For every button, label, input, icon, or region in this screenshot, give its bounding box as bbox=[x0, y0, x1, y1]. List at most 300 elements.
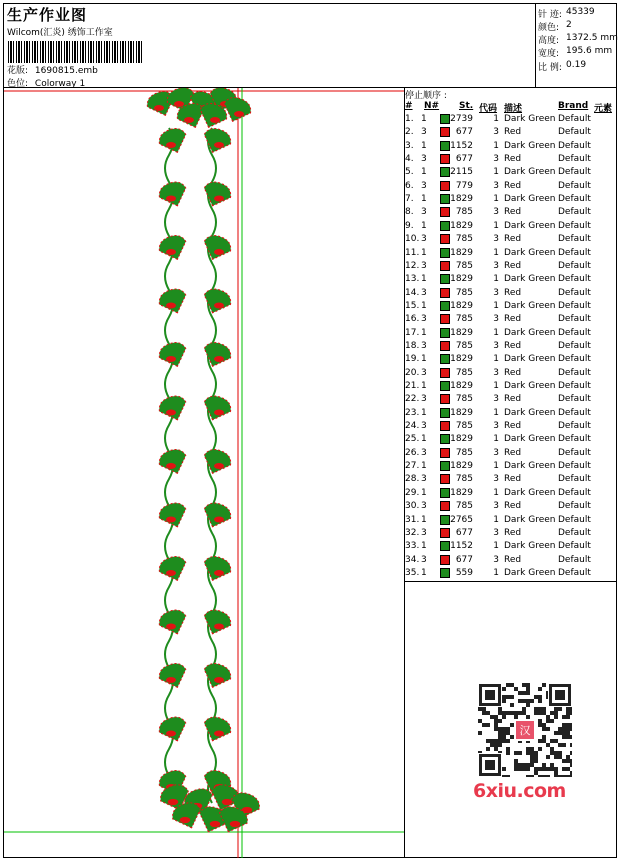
row-needle: 1 bbox=[421, 541, 427, 552]
row-index: 18. bbox=[405, 340, 420, 351]
table-row bbox=[405, 328, 617, 341]
flower-motif bbox=[210, 821, 221, 827]
row-stitches: 1829 bbox=[450, 354, 473, 365]
flower-motif bbox=[166, 249, 176, 255]
row-needle: 1 bbox=[421, 247, 427, 258]
row-needle: 1 bbox=[421, 114, 427, 124]
row-stitches: 1829 bbox=[450, 487, 473, 498]
row-needle: 1 bbox=[421, 434, 427, 445]
row-index: 13. bbox=[405, 274, 420, 285]
row-needle: 1 bbox=[421, 407, 427, 418]
color-swatch bbox=[440, 234, 450, 244]
row-code: 3 bbox=[493, 340, 499, 351]
table-row bbox=[405, 568, 617, 581]
flower-motif bbox=[222, 799, 233, 805]
flower-motif bbox=[214, 677, 224, 683]
row-index: 30. bbox=[405, 501, 420, 512]
row-stitches: 1829 bbox=[450, 220, 473, 231]
table-row bbox=[405, 448, 617, 461]
row-description: Red bbox=[504, 127, 522, 138]
flower-motif bbox=[214, 142, 224, 148]
table-row bbox=[405, 354, 617, 367]
color-swatch bbox=[440, 381, 450, 391]
row-stitches: 785 bbox=[455, 394, 473, 405]
table-row bbox=[405, 368, 617, 381]
embroidery-design bbox=[4, 88, 405, 858]
flower-motif bbox=[166, 517, 176, 523]
flower-motif bbox=[166, 303, 176, 309]
color-swatch bbox=[440, 474, 450, 484]
table-row bbox=[405, 555, 617, 568]
row-description: Dark Green bbox=[504, 541, 556, 552]
row-code: 3 bbox=[493, 180, 499, 191]
stat-height: 高度: 1372.5 mm bbox=[538, 33, 618, 46]
flower-motif bbox=[166, 570, 176, 576]
row-code: 3 bbox=[493, 447, 499, 458]
row-code: 1 bbox=[493, 220, 499, 231]
row-stitches: 559 bbox=[455, 567, 473, 578]
leaf-motif bbox=[199, 714, 234, 746]
row-brand: Default bbox=[558, 247, 591, 258]
color-swatch bbox=[440, 394, 450, 404]
row-stitches: 785 bbox=[455, 287, 473, 298]
row-code: 1 bbox=[493, 434, 499, 445]
header-panel bbox=[4, 4, 536, 88]
row-brand: Default bbox=[558, 140, 591, 151]
row-code: 3 bbox=[493, 367, 499, 378]
qr-code-icon bbox=[478, 683, 572, 777]
flower-motif bbox=[210, 117, 220, 123]
stat-stitches: 针 迹: 45339 bbox=[538, 7, 595, 20]
row-stitches: 785 bbox=[455, 421, 473, 432]
row-description: Red bbox=[504, 314, 522, 325]
flower-motif bbox=[214, 249, 224, 255]
table-row bbox=[405, 474, 617, 487]
row-brand: Default bbox=[558, 434, 591, 445]
row-code: 1 bbox=[493, 300, 499, 311]
row-brand: Default bbox=[558, 554, 591, 565]
color-swatch bbox=[440, 167, 450, 177]
color-swatch bbox=[440, 141, 450, 151]
watermark-text: 6xiu.com bbox=[473, 780, 566, 802]
color-swatch bbox=[440, 488, 450, 498]
row-index: 23. bbox=[405, 407, 420, 418]
row-code: 3 bbox=[493, 474, 499, 485]
table-row bbox=[405, 141, 617, 154]
leaf-motif bbox=[156, 232, 191, 264]
color-swatch bbox=[440, 501, 450, 511]
row-needle: 1 bbox=[421, 354, 427, 365]
row-description: Dark Green bbox=[504, 354, 556, 365]
row-brand: Default bbox=[558, 567, 591, 578]
row-brand: Default bbox=[558, 447, 591, 458]
leaf-motif bbox=[156, 660, 191, 692]
table-row bbox=[405, 501, 617, 514]
row-code: 3 bbox=[493, 127, 499, 138]
row-description: Red bbox=[504, 234, 522, 245]
row-needle: 3 bbox=[421, 154, 427, 165]
row-needle: 1 bbox=[421, 140, 427, 151]
leaf-motif bbox=[199, 500, 234, 532]
col-brand: Brand bbox=[558, 101, 589, 111]
leaf-motif bbox=[156, 393, 191, 425]
table-row bbox=[405, 181, 617, 194]
row-brand: Default bbox=[558, 407, 591, 418]
flower-motif bbox=[166, 624, 176, 630]
row-index: 27. bbox=[405, 461, 420, 472]
row-index: 22. bbox=[405, 394, 420, 405]
row-description: Dark Green bbox=[504, 274, 556, 285]
flower-motif bbox=[166, 410, 176, 416]
color-swatch bbox=[440, 555, 450, 565]
row-description: Dark Green bbox=[504, 247, 556, 258]
row-stitches: 785 bbox=[455, 234, 473, 245]
row-index: 17. bbox=[405, 327, 420, 338]
row-brand: Default bbox=[558, 154, 591, 165]
color-swatch bbox=[440, 354, 450, 364]
table-row bbox=[405, 114, 617, 127]
flower-motif bbox=[214, 624, 224, 630]
row-brand: Default bbox=[558, 314, 591, 325]
row-description: Dark Green bbox=[504, 140, 556, 151]
row-code: 1 bbox=[493, 514, 499, 525]
leaf-motif bbox=[199, 232, 234, 264]
table-row bbox=[405, 394, 617, 407]
stat-scale: 比 例: 0.19 bbox=[538, 60, 587, 73]
row-stitches: 1829 bbox=[450, 434, 473, 445]
row-index: 1. bbox=[405, 114, 414, 124]
row-needle: 3 bbox=[421, 260, 427, 271]
row-description: Dark Green bbox=[504, 514, 556, 525]
leaf-motif bbox=[199, 446, 234, 478]
table-row bbox=[405, 461, 617, 474]
barcode bbox=[8, 41, 144, 63]
row-index: 12. bbox=[405, 260, 420, 271]
row-code: 1 bbox=[493, 567, 499, 578]
stop-sequence-table bbox=[405, 88, 617, 582]
row-index: 19. bbox=[405, 354, 420, 365]
row-index: 11. bbox=[405, 247, 420, 258]
col-stitches: St. bbox=[459, 101, 474, 111]
row-code: 3 bbox=[493, 154, 499, 165]
row-brand: Default bbox=[558, 220, 591, 231]
flower-motif bbox=[166, 731, 176, 737]
row-needle: 3 bbox=[421, 421, 427, 432]
row-description: Dark Green bbox=[504, 567, 556, 578]
leaf-motif bbox=[199, 179, 234, 211]
row-needle: 1 bbox=[421, 167, 427, 178]
row-brand: Default bbox=[558, 180, 591, 191]
leaf-motif bbox=[156, 500, 191, 532]
row-description: Dark Green bbox=[504, 434, 556, 445]
row-code: 1 bbox=[493, 407, 499, 418]
row-index: 25. bbox=[405, 434, 420, 445]
row-needle: 3 bbox=[421, 180, 427, 191]
design-file-line: 花版: 1690815.emb bbox=[7, 66, 98, 76]
color-swatch bbox=[440, 261, 450, 271]
row-brand: Default bbox=[558, 461, 591, 472]
row-stitches: 1829 bbox=[450, 461, 473, 472]
row-stitches: 2739 bbox=[450, 114, 473, 124]
row-brand: Default bbox=[558, 381, 591, 391]
row-stitches: 2765 bbox=[450, 514, 473, 525]
row-description: Dark Green bbox=[504, 327, 556, 338]
table-row bbox=[405, 488, 617, 501]
row-index: 32. bbox=[405, 527, 420, 538]
row-stitches: 1829 bbox=[450, 274, 473, 285]
row-code: 1 bbox=[493, 327, 499, 338]
row-code: 1 bbox=[493, 541, 499, 552]
table-row bbox=[405, 234, 617, 247]
row-needle: 3 bbox=[421, 207, 427, 218]
table-row bbox=[405, 288, 617, 301]
row-brand: Default bbox=[558, 167, 591, 178]
color-swatch bbox=[440, 194, 450, 204]
row-description: Red bbox=[504, 447, 522, 458]
color-swatch bbox=[440, 541, 450, 551]
table-row bbox=[405, 154, 617, 167]
row-index: 26. bbox=[405, 447, 420, 458]
row-index: 2. bbox=[405, 127, 414, 138]
row-needle: 3 bbox=[421, 501, 427, 512]
row-brand: Default bbox=[558, 474, 591, 485]
row-brand: Default bbox=[558, 487, 591, 498]
row-brand: Default bbox=[558, 421, 591, 432]
row-index: 34. bbox=[405, 554, 420, 565]
page-title: 生产作业图 bbox=[7, 6, 88, 24]
flower-motif bbox=[214, 570, 224, 576]
row-index: 7. bbox=[405, 194, 414, 205]
row-index: 6. bbox=[405, 180, 414, 191]
row-description: Red bbox=[504, 180, 522, 191]
flower-motif bbox=[230, 821, 241, 827]
row-description: Dark Green bbox=[504, 167, 556, 178]
row-code: 1 bbox=[493, 487, 499, 498]
row-description: Red bbox=[504, 501, 522, 512]
row-needle: 3 bbox=[421, 527, 427, 538]
table-row bbox=[405, 194, 617, 207]
leaf-motif bbox=[156, 179, 191, 211]
row-brand: Default bbox=[558, 527, 591, 538]
colorway-name: Colorway 1 bbox=[34, 79, 86, 89]
row-description: Red bbox=[504, 394, 522, 405]
row-index: 35. bbox=[405, 567, 420, 578]
row-description: Red bbox=[504, 260, 522, 271]
svg-text:汉: 汉 bbox=[519, 724, 531, 737]
row-description: Red bbox=[504, 207, 522, 218]
row-brand: Default bbox=[558, 194, 591, 205]
flower-motif bbox=[214, 517, 224, 523]
color-swatch bbox=[440, 181, 450, 191]
leaf-motif bbox=[156, 286, 191, 318]
row-code: 1 bbox=[493, 381, 499, 391]
leaf-motif bbox=[199, 660, 234, 692]
flower-motif bbox=[166, 196, 176, 202]
row-stitches: 677 bbox=[455, 554, 473, 565]
row-brand: Default bbox=[558, 114, 591, 124]
row-code: 3 bbox=[493, 554, 499, 565]
row-stitches: 1152 bbox=[450, 541, 473, 552]
color-swatch bbox=[440, 221, 450, 231]
color-swatch bbox=[440, 568, 450, 578]
row-needle: 1 bbox=[421, 274, 427, 285]
row-stitches: 1829 bbox=[450, 327, 473, 338]
color-swatch bbox=[440, 114, 450, 124]
row-code: 3 bbox=[493, 501, 499, 512]
row-stitches: 785 bbox=[455, 367, 473, 378]
table-row bbox=[405, 127, 617, 140]
design-file-name: 1690815.emb bbox=[34, 66, 98, 76]
col-description: 描述 bbox=[504, 104, 523, 114]
row-index: 3. bbox=[405, 140, 414, 151]
row-code: 3 bbox=[493, 260, 499, 271]
flower-motif bbox=[214, 731, 224, 737]
stat-colors: 颜色: 2 bbox=[538, 20, 572, 33]
color-swatch bbox=[440, 274, 450, 284]
row-needle: 1 bbox=[421, 194, 427, 205]
color-swatch bbox=[440, 314, 450, 324]
leaf-motif bbox=[156, 553, 191, 585]
table-row bbox=[405, 261, 617, 274]
row-description: Dark Green bbox=[504, 220, 556, 231]
row-index: 24. bbox=[405, 421, 420, 432]
color-swatch bbox=[440, 421, 450, 431]
row-stitches: 1829 bbox=[450, 300, 473, 311]
leaf-motif bbox=[156, 446, 191, 478]
row-needle: 1 bbox=[421, 461, 427, 472]
leaf-motif bbox=[199, 286, 234, 318]
table-heading: 停止顺序 : bbox=[405, 91, 447, 101]
row-brand: Default bbox=[558, 234, 591, 245]
row-index: 16. bbox=[405, 314, 420, 325]
row-code: 1 bbox=[493, 194, 499, 205]
table-row bbox=[405, 515, 617, 528]
row-stitches: 785 bbox=[455, 501, 473, 512]
col-needle: N# bbox=[424, 101, 440, 111]
row-needle: 1 bbox=[421, 220, 427, 231]
color-swatch bbox=[440, 341, 450, 351]
row-code: 3 bbox=[493, 207, 499, 218]
flower-motif bbox=[214, 196, 224, 202]
table-row bbox=[405, 408, 617, 421]
row-stitches: 1829 bbox=[450, 247, 473, 258]
design-preview bbox=[4, 88, 405, 858]
row-stitches: 785 bbox=[455, 340, 473, 351]
flower-motif bbox=[168, 799, 179, 805]
color-swatch bbox=[440, 288, 450, 298]
row-needle: 3 bbox=[421, 340, 427, 351]
row-code: 3 bbox=[493, 527, 499, 538]
row-needle: 3 bbox=[421, 447, 427, 458]
row-code: 1 bbox=[493, 167, 499, 178]
row-index: 5. bbox=[405, 167, 414, 178]
row-code: 1 bbox=[493, 114, 499, 124]
row-description: Red bbox=[504, 421, 522, 432]
table-row bbox=[405, 314, 617, 327]
color-swatch bbox=[440, 248, 450, 258]
row-brand: Default bbox=[558, 354, 591, 365]
row-brand: Default bbox=[558, 327, 591, 338]
row-description: Dark Green bbox=[504, 381, 556, 391]
row-brand: Default bbox=[558, 501, 591, 512]
table-row bbox=[405, 207, 617, 220]
flower-motif bbox=[166, 142, 176, 148]
color-swatch bbox=[440, 461, 450, 471]
stats-panel bbox=[536, 4, 617, 88]
col-index: # bbox=[405, 101, 413, 111]
row-stitches: 785 bbox=[455, 447, 473, 458]
row-brand: Default bbox=[558, 274, 591, 285]
row-index: 28. bbox=[405, 474, 420, 485]
row-needle: 3 bbox=[421, 367, 427, 378]
flower-motif bbox=[214, 463, 224, 469]
row-needle: 3 bbox=[421, 554, 427, 565]
row-code: 3 bbox=[493, 287, 499, 298]
row-brand: Default bbox=[558, 340, 591, 351]
table-row bbox=[405, 274, 617, 287]
row-needle: 1 bbox=[421, 300, 427, 311]
color-swatch bbox=[440, 448, 450, 458]
row-brand: Default bbox=[558, 367, 591, 378]
leaf-motif bbox=[156, 125, 191, 157]
row-needle: 3 bbox=[421, 234, 427, 245]
row-stitches: 1829 bbox=[450, 407, 473, 418]
row-code: 3 bbox=[493, 314, 499, 325]
flower-motif bbox=[214, 303, 224, 309]
row-index: 9. bbox=[405, 220, 414, 231]
row-description: Red bbox=[504, 154, 522, 165]
row-stitches: 785 bbox=[455, 260, 473, 271]
color-swatch bbox=[440, 154, 450, 164]
row-brand: Default bbox=[558, 514, 591, 525]
row-index: 15. bbox=[405, 300, 420, 311]
watermark bbox=[470, 680, 582, 808]
flower-motif bbox=[154, 105, 164, 111]
company-name: Wilcom(汇炎) 绣饰工作室 bbox=[7, 28, 113, 38]
row-needle: 1 bbox=[421, 487, 427, 498]
color-swatch bbox=[440, 328, 450, 338]
row-stitches: 779 bbox=[455, 180, 473, 191]
row-index: 10. bbox=[405, 234, 420, 245]
color-swatch bbox=[440, 434, 450, 444]
table-row bbox=[405, 301, 617, 314]
row-description: Red bbox=[504, 474, 522, 485]
leaf-motif bbox=[199, 393, 234, 425]
row-needle: 3 bbox=[421, 394, 427, 405]
row-brand: Default bbox=[558, 300, 591, 311]
row-index: 21. bbox=[405, 381, 420, 391]
row-stitches: 2115 bbox=[450, 167, 473, 178]
row-code: 3 bbox=[493, 234, 499, 245]
leaf-motif bbox=[156, 607, 191, 639]
row-brand: Default bbox=[558, 394, 591, 405]
row-code: 1 bbox=[493, 247, 499, 258]
row-description: Dark Green bbox=[504, 487, 556, 498]
table-row bbox=[405, 341, 617, 354]
row-brand: Default bbox=[558, 541, 591, 552]
row-needle: 3 bbox=[421, 127, 427, 138]
row-description: Red bbox=[504, 287, 522, 298]
flower-motif bbox=[214, 410, 224, 416]
leaf-motif bbox=[199, 339, 234, 371]
leaf-motif bbox=[199, 553, 234, 585]
row-description: Dark Green bbox=[504, 114, 556, 124]
row-code: 3 bbox=[493, 421, 499, 432]
row-stitches: 785 bbox=[455, 314, 473, 325]
row-index: 8. bbox=[405, 207, 414, 218]
row-stitches: 1829 bbox=[450, 381, 473, 391]
row-code: 1 bbox=[493, 354, 499, 365]
